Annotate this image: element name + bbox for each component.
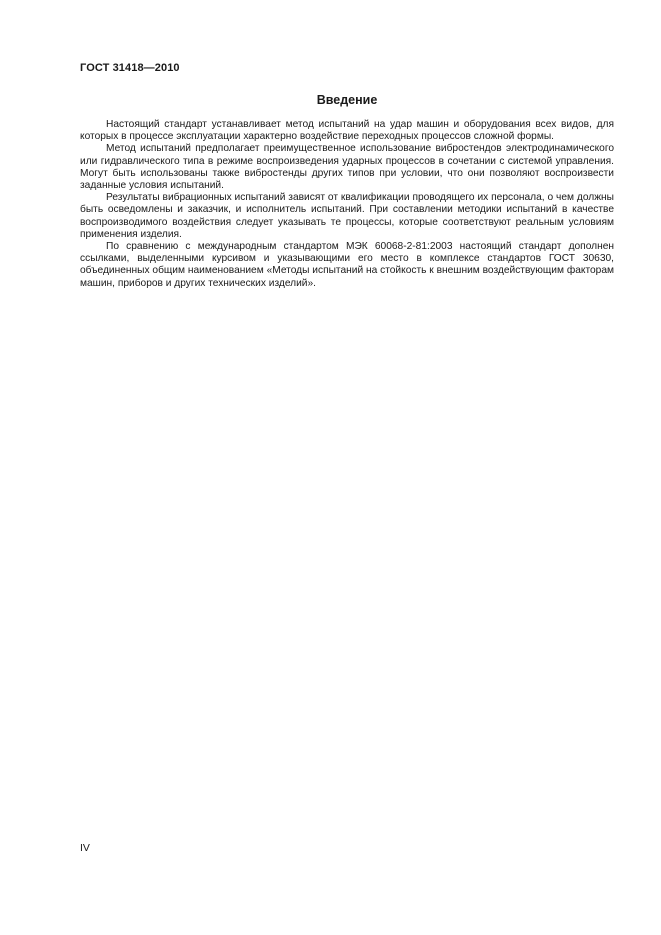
section-title: Введение bbox=[316, 93, 378, 107]
document-code: ГОСТ 31418—2010 bbox=[80, 62, 180, 74]
paragraph: Метод испытаний предполагает преимущественное использование вибростендов электродинамического или гидравлического типа в режиме воспроизведения ударных процессов в сочетании с системой управления. Могут быть использованы также вибростенды других типов при условии, что они позволяют воспроизвести заданные условия испытаний. bbox=[80, 143, 614, 192]
paragraph: Настоящий стандарт устанавливает метод испытаний на удар машин и оборудования всех видов, для которых в процессе эксплуатации характерно воздействие переходных процессов сложной формы. bbox=[80, 119, 614, 143]
paragraph: Результаты вибрационных испытаний зависят от квалификации проводящего их персонала, о чем должны быть осведомлены и заказчик, и исполнитель испытаний. При составлении методики испытаний в качестве воспроизводимого воздействия следует указывать те процессы, которые соответствуют реальным условиям применения изделия. bbox=[80, 192, 614, 240]
paragraph: По сравнению с международным стандартом МЭК 60068-2-81:2003 настоящий стандарт дополнен ссылками, выделенными курсивом и указывающими его место в комплексе стандартов ГОСТ 30630, объединенных общим наименованием «Методы испытаний на стойкость к внешним воздействующим факторам машин, приборов и других технических изделий». bbox=[80, 241, 614, 289]
page-number: IV bbox=[80, 842, 90, 854]
body-text bbox=[80, 119, 614, 290]
